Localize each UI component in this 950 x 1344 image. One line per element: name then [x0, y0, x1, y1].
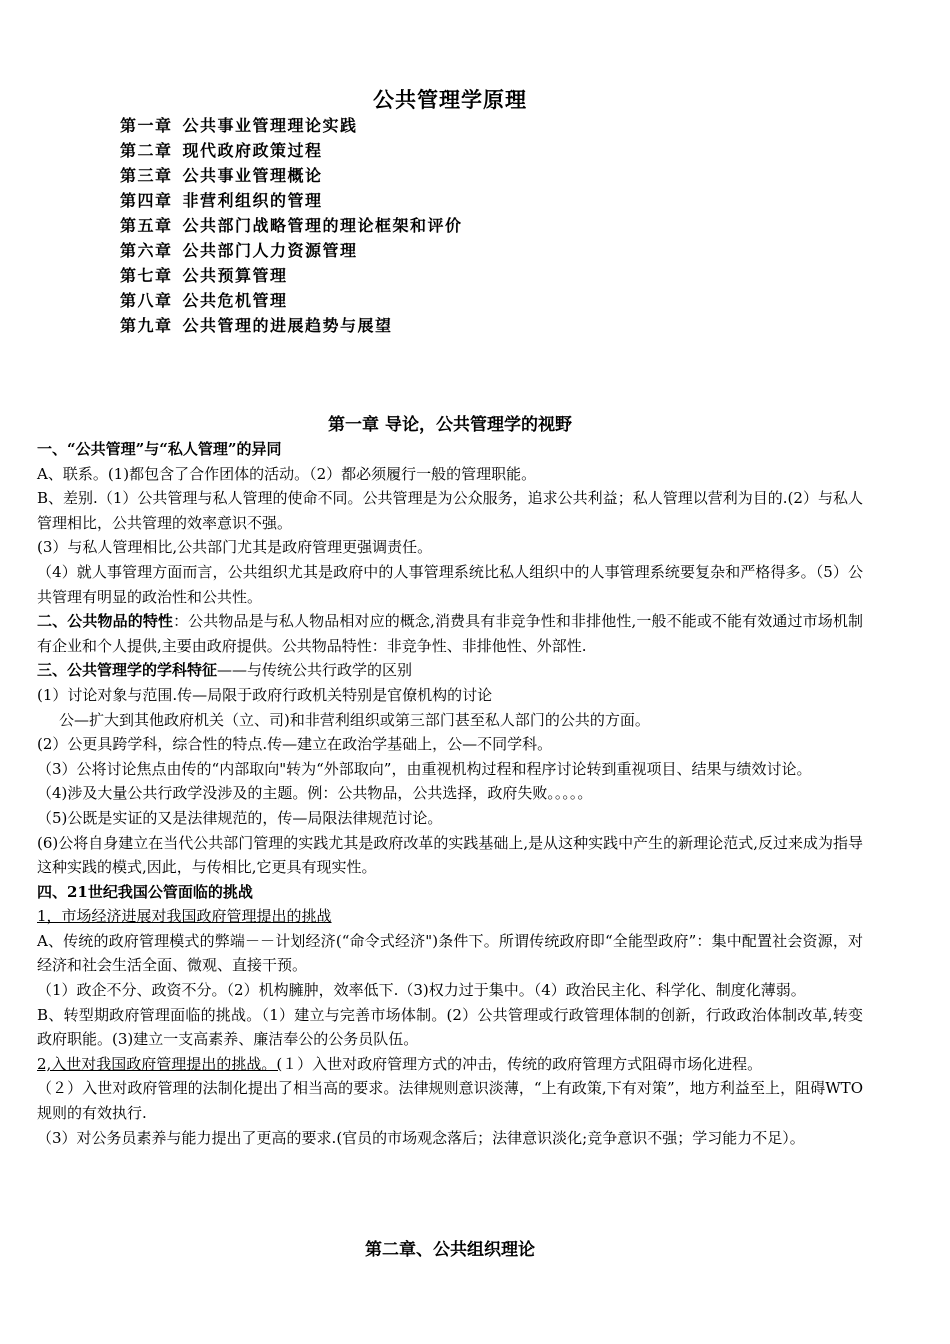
toc-chapter-title: 公共事业管理概论 — [182, 166, 323, 185]
toc-item — [120, 138, 473, 163]
toc-item — [120, 188, 473, 213]
toc-item — [120, 163, 473, 188]
toc-chapter-title: 公共危机管理 — [182, 291, 288, 310]
paragraph — [37, 1052, 863, 1077]
toc-item — [120, 238, 473, 263]
toc-chapter-title: 现代政府政策过程 — [182, 141, 323, 160]
paragraph: (3）与私人管理相比,公共部门尤其是政府管理更强调责任。 — [37, 538, 433, 557]
document-title: 公共管理学原理 — [373, 87, 527, 112]
paragraph-text: １）入世对政府管理方式的冲击，传统的政府管理方式阻碍市场化进程。 — [282, 1054, 763, 1073]
paragraph — [37, 658, 863, 683]
paragraph: 公—扩大到其他政府机关（立、司)和非营利组织或第三部门甚至私人部门的公共的方面。 — [59, 710, 650, 729]
toc-chapter-title: 公共管理的进展趋势与展望 — [182, 316, 393, 335]
chapter-1-body — [37, 437, 863, 1150]
toc-chapter-number: 第三章 — [120, 166, 173, 185]
paragraph: (6)公将自身建立在当代公共部门管理的实践尤其是政府改革的实践基础上,是从这种实践中产生的新理论范式,反过来成为指导这种实践的模式,因此，与传相比,它更具有现实性。 — [37, 833, 863, 877]
section-heading: 三、公共管理学的学科特征 — [37, 661, 218, 680]
paragraph — [37, 609, 863, 658]
toc-chapter-title: 公共部门战略管理的理论框架和评价 — [182, 216, 463, 235]
paragraph: B、转型期政府管理面临的挑战。（1）建立与完善市场体制。(2）公共管理或行政管理体制的创新，行政政治体制改革,转变政府职能。(3)建立一支高素养、廉洁奉公的公务员队伍。 — [37, 1005, 863, 1049]
paragraph-text: ：公共物品是与私人物品相对应的概念,消费具有非竞争性和非排他性,一般不能或不能有效通过市场机制有企业和个人提供,主要由政府提供。公共物品特性：非竞争性、非排他性、外部性. — [37, 612, 863, 655]
section-heading: 四、21世纪我国公管面临的挑战 — [37, 882, 253, 901]
chapter-2-heading: 第二章、公共组织理论 — [365, 1240, 535, 1260]
toc-chapter-title: 公共预算管理 — [182, 266, 288, 285]
chapter-1-heading: 第一章 导论，公共管理学的视野 — [328, 415, 572, 435]
paragraph: B、差别.（1）公共管理与私人管理的使命不同。公共管理是为公众服务，追求公共利益；私人管理以营利为目的.(2）与私人管理相比，公共管理的效率意识不强。 — [37, 489, 863, 532]
toc-item — [120, 288, 473, 313]
paragraph: （3）公将讨论焦点由传的“内部取向"转为“外部取向”，由重视机构过程和程序讨论转到重视项目、结果与绩效讨论。 — [37, 759, 812, 778]
toc-chapter-number: 第七章 — [120, 266, 173, 285]
section-heading-suffix: ——与传统公共行政学的区别 — [217, 661, 413, 680]
paragraph: （3）对公务员素养与能力提出了更高的要求.(官员的市场观念落后；法律意识淡化;竞争意识不强；学习能力不足）。 — [37, 1128, 805, 1147]
paragraph: (1）讨论对象与范围.传—局限于政府行政机关特别是官僚机构的讨论 — [37, 685, 493, 704]
toc-chapter-number: 第一章 — [120, 116, 173, 135]
table-of-contents — [120, 113, 473, 338]
section-heading: 二、公共物品的特性 — [37, 612, 174, 631]
subsection-heading: 1，市场经济进展对我国政府管理提出的挑战 — [37, 907, 332, 926]
toc-item — [120, 263, 473, 288]
toc-chapter-number: 第八章 — [120, 291, 173, 310]
paragraph: (2）公更具跨学科，综合性的特点.传—建立在政治学基础上，公—不同学科。 — [37, 735, 553, 754]
paragraph: A、联系。(1)都包含了合作团体的活动。（2）都必须履行一般的管理职能。 — [37, 464, 537, 483]
toc-item — [120, 113, 473, 138]
toc-item — [120, 213, 473, 238]
paragraph: （4）就人事管理方面而言，公共组织尤其是政府中的人事管理系统比私人组织中的人事管理系统要复杂和严格得多。（5）公共管理有明显的政治性和公共性。 — [37, 562, 863, 606]
paragraph: （5)公既是实证的又是法律规范的，传—局限法律规范讨论。 — [37, 808, 443, 827]
paragraph: （２）入世对政府管理的法制化提出了相当高的要求。法律规则意识淡薄，“上有政策,下有对策”，地方利益至上，阻碍WTO规则的有效执行. — [37, 1079, 863, 1123]
toc-chapter-number: 第九章 — [120, 316, 173, 335]
paragraph: （1）政企不分、政资不分。（2）机构臃肿，效率低下.（3)权力过于集中。（4）政治民主化、科学化、制度化薄弱。 — [37, 981, 806, 1000]
paragraph: A、传统的政府管理模式的弊端－－计划经济(“命令式经济")条件下。所谓传统政府即“全能型政府”：集中配置社会资源，对经济和社会生活全面、微观、直接干预。 — [37, 931, 863, 975]
paragraph: （4)涉及大量公共行政学没涉及的主题。例：公共物品，公共选择，政府失败。。。。。 — [37, 784, 593, 803]
section-heading: 一、“公共管理”与“私人管理”的异同 — [37, 440, 282, 458]
toc-chapter-number: 第五章 — [120, 216, 173, 235]
toc-item — [120, 313, 473, 338]
toc-chapter-title: 非营利组织的管理 — [182, 191, 323, 210]
toc-chapter-title: 公共事业管理理论实践 — [182, 116, 358, 135]
subsection-heading: 2,入世对我国政府管理提出的挑战。( — [37, 1054, 283, 1073]
toc-chapter-number: 第二章 — [120, 141, 173, 160]
toc-chapter-title: 公共部门人力资源管理 — [182, 241, 358, 260]
toc-chapter-number: 第六章 — [120, 241, 173, 260]
toc-chapter-number: 第四章 — [120, 191, 173, 210]
